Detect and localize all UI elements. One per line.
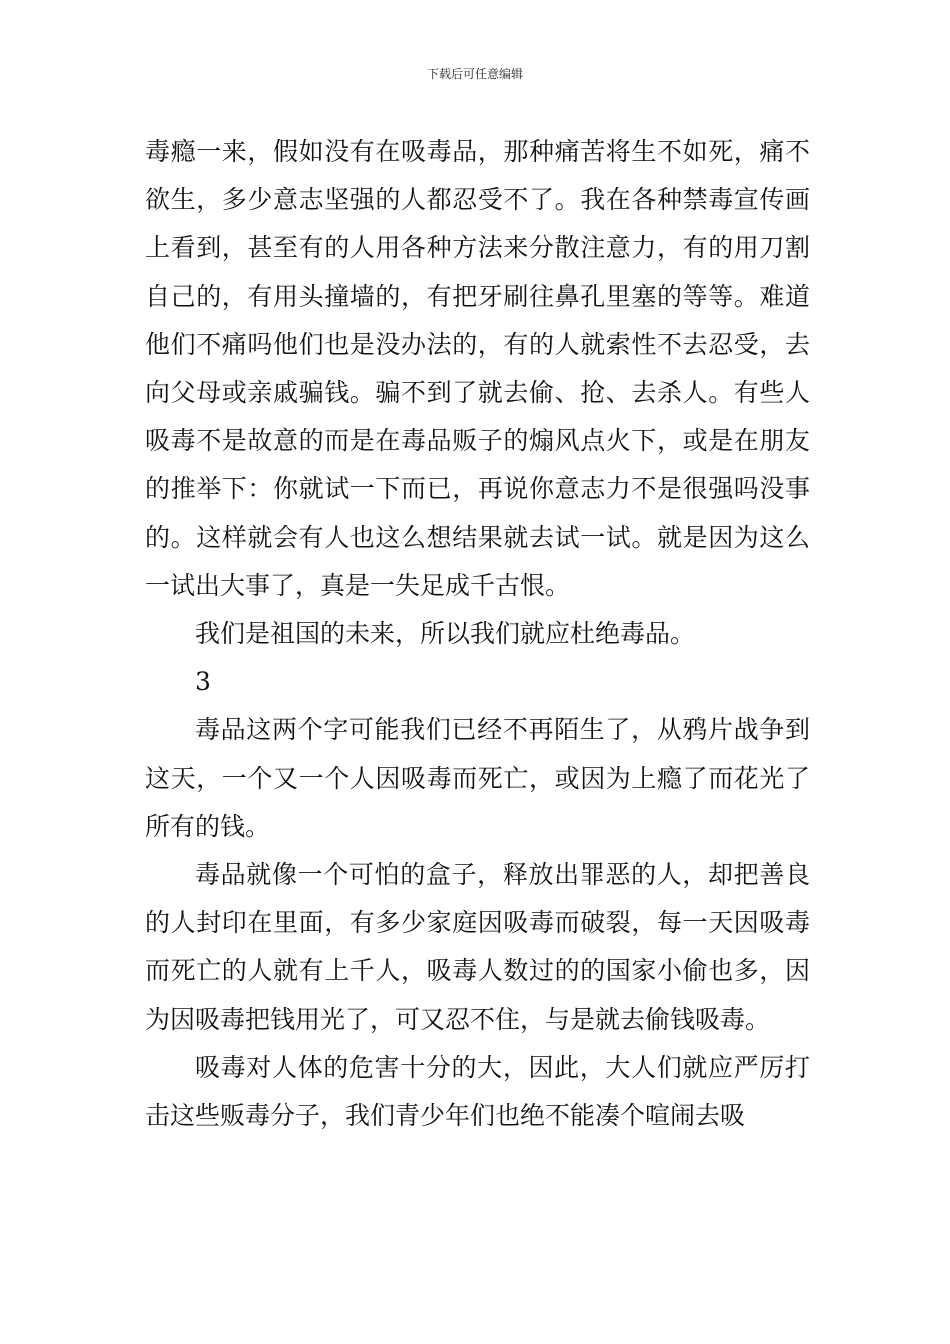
- paragraph-2: 我们是祖国的未来，所以我们就应杜绝毒品。: [195, 619, 696, 649]
- document-body: [145, 128, 810, 1140]
- paragraph-1: 毒瘾一来，假如没有在吸毒品，那种痛苦将生不如死，痛不欲生，多少意志坚强的人都忍受不了。我在各种禁毒宣传画上看到，甚至有的人用各种方法来分散注意力，有的用刀割自己的，有用头撞墙的，有把牙刷往鼻孔里塞的等等。难道他们不痛吗他们也是没办法的，有的人就索性不去忍受，去向父母或亲戚骗钱。骗不到了就去偷、抢、去杀人。有些人吸毒不是故意的而是在毒品贩子的煽风点火下，或是在朋友的推举下：你就试一下而已，再说你意志力不是很强吗没事的。这样就会有人也这么想结果就去试一试。就是因为这么一试出大事了，真是一失足成千古恨。: [145, 137, 810, 600]
- paragraph-5: 吸毒对人体的危害十分的大，因此，大人们就应严厉打击这些贩毒分子，我们青少年们也绝不能凑个喧闹去吸: [145, 1052, 810, 1131]
- paragraph-4: 毒品就像一个可怕的盒子，释放出罪恶的人，却把善良的人封印在里面，有多少家庭因吸毒而破裂，每一天因吸毒而死亡的人就有上千人，吸毒人数过的的国家小偷也多，因为因吸毒把钱用光了，可又忍不住，与是就去偷钱吸毒。: [145, 860, 810, 1034]
- paragraph-3: 毒品这两个字可能我们已经不再陌生了，从鸦片战争到这天，一个又一个人因吸毒而死亡，或因为上瘾了而花光了所有的钱。: [145, 715, 810, 841]
- section-number: 3: [195, 667, 211, 697]
- page-header: 下载后可任意编辑: [426, 67, 523, 81]
